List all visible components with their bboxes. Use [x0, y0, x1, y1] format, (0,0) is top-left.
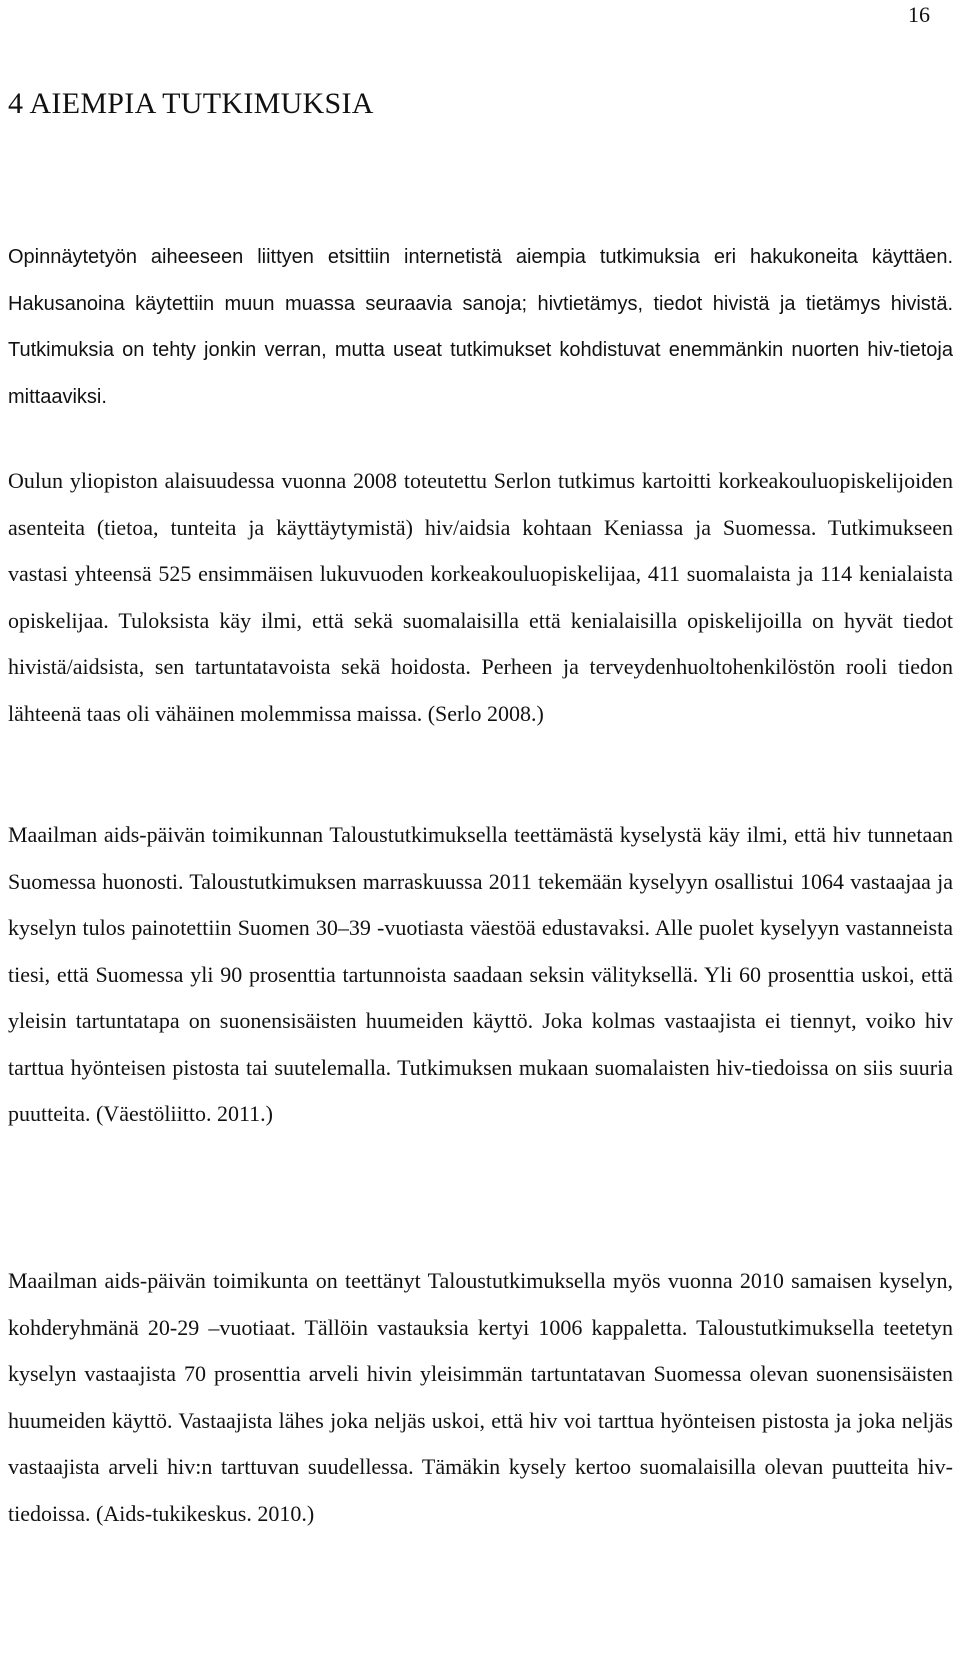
- paragraph-taloustutkimus-2011: Maailman aids-päivän toimikunnan Taloustutkimuksella teettämästä kyselystä käy ilmi, että hiv tunnetaan Suomessa huonosti. Taloustutkimuksen marraskuussa 2011 tekemään kyselyyn osallistui 1064 vastaajaa ja kyselyn tulos painotettiin Suomen 30–39 -vuotiasta väestöä edustavaksi. Alle puolet kyselyyn vastanneista tiesi, että Suomessa yli 90 prosenttia tartunnoista saadaan seksin välityksellä. Yli 60 prosenttia uskoi, että yleisin tartuntatapa on suonensisäisten huumeiden käyttö. Joka kolmas vastaajista ei tiennyt, voiko hiv tarttua hyönteisen pistosta tai suutelemalla. Tutkimuksen mukaan suomalaisten hiv-tiedoissa on siis suuria puutteita. (Väestöliitto. 2011.): [8, 822, 953, 1126]
- page-number: 16: [908, 2, 930, 27]
- paragraph-taloustutkimus-2010: Maailman aids-päivän toimikunta on teettänyt Taloustutkimuksella myös vuonna 2010 samaisen kyselyn, kohderyhmänä 20-29 –vuotiaat. Tällöin vastauksia kertyi 1006 kappaletta. Taloustutkimuksella teetetyn kyselyn vastaajista 70 prosenttia arveli hivin yleisimmän tartuntatavan Suomessa olevan suonensisäisten huumeiden käyttö. Vastaajista lähes joka neljäs uskoi, että hiv voi tarttua hyönteisen pistosta ja joka neljäs vastaajista arveli hiv:n tarttuvan suudellessa. Tämäkin kysely kertoo suomalaisilla olevan puutteita hiv-tiedoissa. (Aids-tukikeskus. 2010.): [8, 1268, 953, 1526]
- chapter-heading: 4 AIEMPIA TUTKIMUKSIA: [8, 87, 374, 120]
- paragraph-serlo-study: Oulun yliopiston alaisuudessa vuonna 2008 toteutettu Serlon tutkimus kartoitti korkeakouluopiskelijoiden asenteita (tietoa, tunteita ja käyttäytymistä) hiv/aidsia kohtaan Keniassa ja Suomessa. Tutkimukseen vastasi yhteensä 525 ensimmäisen lukuvuoden korkeakouluopiskelijaa, 411 suomalaista ja 114 kenialaista opiskelijaa. Tuloksista käy ilmi, että sekä suomalaisilla että kenialaisilla opiskelijoilla on hyvät tiedot hivistä/aidsista, sen tartuntatavoista sekä hoidosta. Perheen ja terveydenhuoltohenkilöstön rooli tiedon lähteenä taas oli vähäinen molemmissa maissa. (Serlo 2008.): [8, 468, 953, 726]
- paragraph-previous-studies-search: Opinnäytetyön aiheeseen liittyen etsittiin internetistä aiempia tutkimuksia eri hakukoneita käyttäen. Hakusanoina käytettiin muun muassa seuraavia sanoja; hivtietämys, tiedot hivistä ja tietämys hivistä. Tutkimuksia on tehty jonkin verran, mutta useat tutkimukset kohdistuvat enemmänkin nuorten hiv-tietoja mittaaviksi.: [8, 246, 953, 408]
